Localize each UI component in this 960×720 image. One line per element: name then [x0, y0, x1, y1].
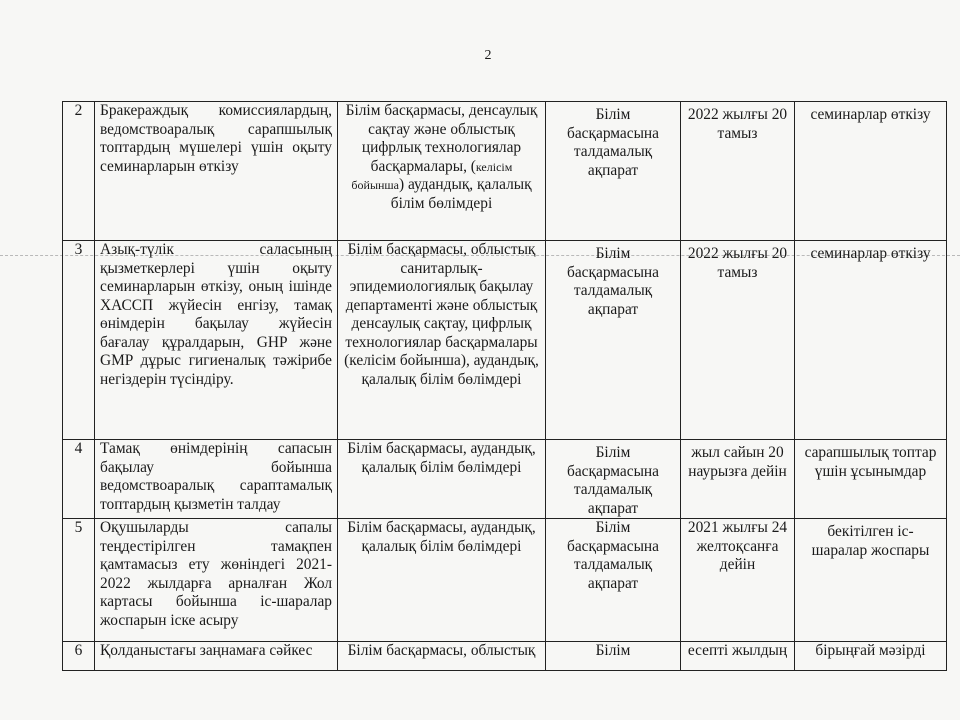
table-row — [63, 519, 947, 642]
row-number: 3 — [63, 241, 95, 440]
expected-result-cell: бекітілген іс-шаралар жоспары — [795, 519, 947, 642]
row-number: 5 — [63, 519, 95, 642]
deadline-cell: 2022 жылғы 20 тамыз — [681, 102, 795, 241]
expected-result-cell: бірыңғай мәзірді — [795, 642, 947, 671]
table-row — [63, 102, 947, 241]
executors-cell: Білім басқармасы, аудандық, қалалық білім бөлімдері — [338, 440, 546, 519]
executors-cell — [338, 102, 546, 241]
action-plan-table — [62, 101, 947, 671]
completion-form-cell: Білім — [546, 642, 681, 671]
table-row — [63, 241, 947, 440]
page-number: 2 — [484, 48, 492, 63]
completion-form-cell: Білім басқармасына талдамалық ақпарат — [546, 102, 681, 241]
executors-text: ) аудандық, қалалық білім бөлімдері — [390, 176, 532, 212]
task-cell: Тамақ өнімдерінің сапасын бақылау бойынша ведомствоаралық сараптамалық топтардың қызметін талдау — [95, 440, 338, 519]
task-cell: Азық-түлік саласының қызметкерлері үшін оқыту семинарларын өткізу, оның ішінде ХАССП жүйесін енгізу, тамақ өнімдерін бақылау жүйесін бағалау құралдарын, GHP және GMP дұрыс гигиеналық тәжірибе негіздерін түсіндіру. — [95, 241, 338, 440]
row-number: 6 — [63, 642, 95, 671]
task-cell: Бракераждық комиссиялардың, ведомствоаралық сарапшылық топтардың мүшелері үшін оқыту семинарларын өткізу — [95, 102, 338, 241]
task-cell: Оқушыларды сапалы теңдестірілген тамақпен қамтамасыз ету жөніндегі 2021-2022 жылдарға арналған Жол картасы бойынша іс-шаралар жоспарын іске асыру — [95, 519, 338, 642]
completion-form-cell: Білім басқармасына талдамалық ақпарат — [546, 241, 681, 440]
completion-form-cell: Білім басқармасына талдамалық ақпарат — [546, 519, 681, 642]
executors-text: Білім басқармасы, денсаулық сақтау және облыстық цифрлық технологиялар басқармалары, ( — [345, 102, 538, 175]
deadline-cell: жыл сайын 20 наурызға дейін — [681, 440, 795, 519]
deadline-cell: есепті жылдың — [681, 642, 795, 671]
expected-result-cell: семинарлар өткізу — [795, 102, 947, 241]
executors-cell: Білім басқармасы, облыстық санитарлық-эпидемиологиялық бақылау департаменті және облыстық денсаулық сақтау, цифрлық технологиялар басқармалары (келісім бойынша), аудандық, қалалық білім бөлімдері — [338, 241, 546, 440]
executors-note: келісім бойынша — [351, 159, 513, 192]
executors-cell: Білім басқармасы, облыстық — [338, 642, 546, 671]
deadline-cell: 2021 жылғы 24 желтоқсанға дейін — [681, 519, 795, 642]
expected-result-cell: сарапшылық топтар үшін ұсынымдар — [795, 440, 947, 519]
table-row — [63, 642, 947, 671]
row-number: 4 — [63, 440, 95, 519]
executors-cell: Білім басқармасы, аудандық, қалалық білім бөлімдері — [338, 519, 546, 642]
table-row — [63, 440, 947, 519]
expected-result-cell: семинарлар өткізу — [795, 241, 947, 440]
row-number: 2 — [63, 102, 95, 241]
deadline-cell: 2022 жылғы 20 тамыз — [681, 241, 795, 440]
task-cell: Қолданыстағы заңнамаға сәйкес — [95, 642, 338, 671]
completion-form-cell: Білім басқармасына талдамалық ақпарат — [546, 440, 681, 519]
